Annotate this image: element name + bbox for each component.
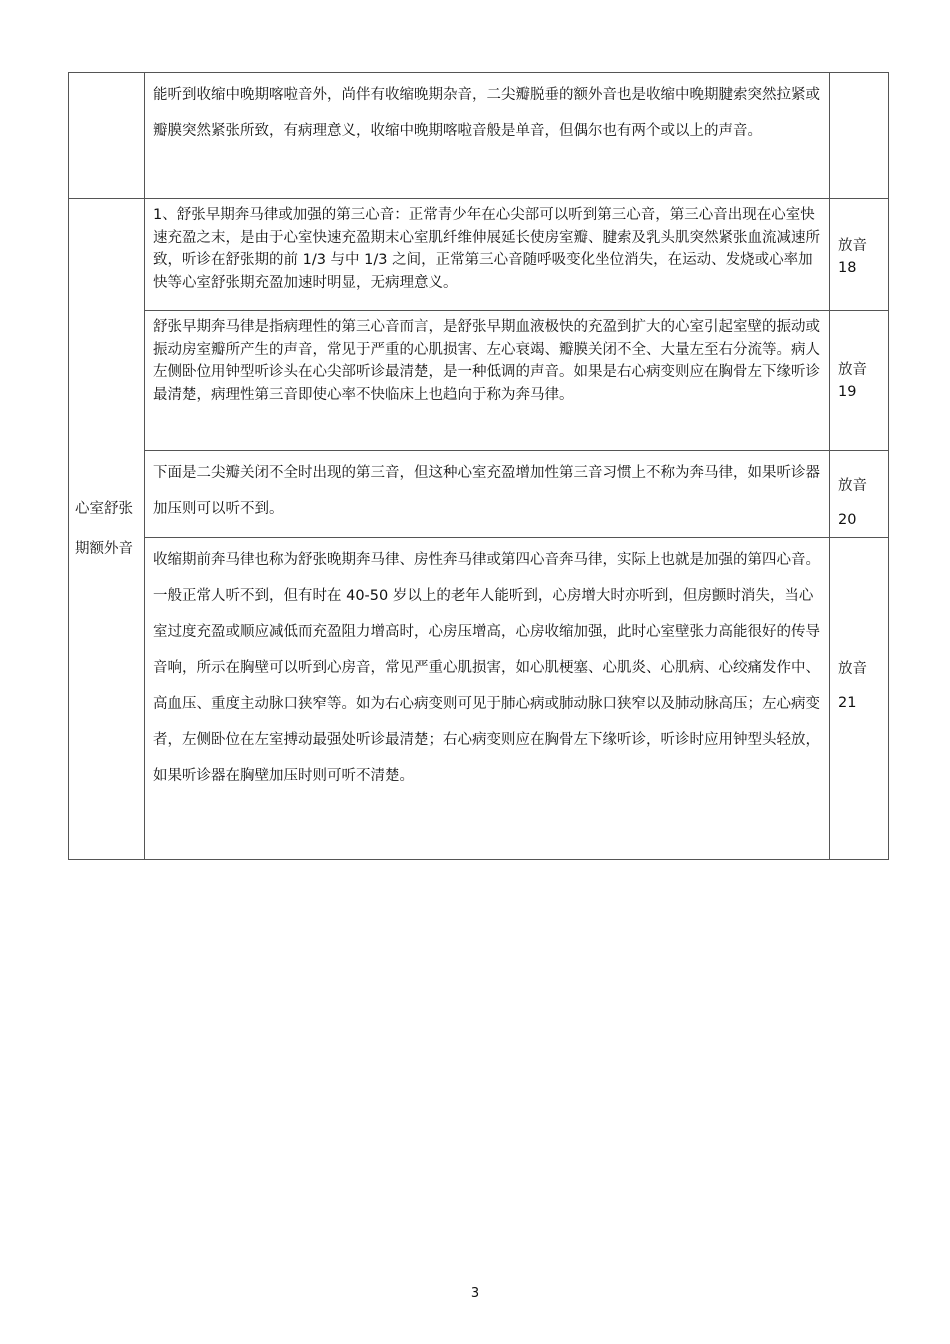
audio-tag-label: 放音 xyxy=(838,238,867,254)
description-text: 1、舒张早期奔马律或加强的第三心音：正常青少年在心尖部可以听到第三心音，第三心音出现在心室快速充盈之末，是由于心室快速充盈期末心室肌纤维伸展延长使房室瓣、腱索及乳头肌突然紧张血流减速所致，听诊在舒张期的前 1/3 与中 1/3 之间，正常第三心音随呼吸变化坐位消失，在运动、发烧或心率加快等心室舒张期充盈加速时明显，无病理意义。 xyxy=(153,207,820,291)
audio-tag-cell xyxy=(830,199,889,311)
table-row xyxy=(69,451,889,538)
description-text: 收缩期前奔马律也称为舒张晚期奔马律、房性奔马律或第四心音奔马律，实际上也就是加强的第四心音。一般正常人听不到，但有时在 40-50 岁以上的老年人能听到，心房增大时亦听到，但房颤时消失，当心室过度充盈或顺应减低而充盈阻力增高时，心房压增高，心房收缩加强，此时心室壁张力高能很好的传导音响，所示在胸壁可以听到心房音，常见严重心肌损害，如心肌梗塞、心肌炎、心肌病、心绞痛发作中、高血压、重度主动脉口狭窄等。如为右心病变则可见于肺心病或肺动脉口狭窄以及肺动脉高压；左心病变者，左侧卧位在左室搏动最强处听诊最清楚；右心病变则应在胸骨左下缘听诊，听诊时应用钟型头轻放，如果听诊器在胸壁加压时则可听不清楚。 xyxy=(153,552,820,784)
table-row xyxy=(69,199,889,311)
content-table xyxy=(68,72,889,860)
table-row xyxy=(69,73,889,199)
category-label-line1: 心室舒张 xyxy=(75,501,133,517)
category-cell-empty xyxy=(69,73,145,199)
description-cell xyxy=(145,73,830,199)
audio-tag-label: 放音 xyxy=(838,661,867,677)
audio-tag-cell xyxy=(830,311,889,451)
audio-tag-number: 18 xyxy=(838,260,857,276)
audio-tag-number: 21 xyxy=(838,695,857,711)
description-text: 能听到收缩中晚期喀啦音外，尚伴有收缩晚期杂音，二尖瓣脱垂的额外音也是收缩中晚期腱索突然拉紧或瓣膜突然紧张所致，有病理意义，收缩中晚期喀啦音般是单音，但偶尔也有两个或以上的声音。 xyxy=(153,87,820,139)
description-text: 下面是二尖瓣关闭不全时出现的第三音，但这种心室充盈增加性第三音习惯上不称为奔马律，如果听诊器加压则可以听不到。 xyxy=(153,465,820,517)
category-cell xyxy=(69,199,145,860)
description-cell xyxy=(145,199,830,311)
audio-tag-number: 20 xyxy=(838,512,857,528)
description-text: 舒张早期奔马律是指病理性的第三心音而言，是舒张早期血液极快的充盈到扩大的心室引起室壁的振动或振动房室瓣所产生的声音，常见于严重的心肌损害、左心衰竭、瓣膜关闭不全、大量左至右分流等。病人左侧卧位用钟型听诊头在心尖部听诊最清楚，是一种低调的声音。如果是右心病变则应在胸骨左下缘听诊最清楚，病理性第三音即使心率不快临床上也趋向于称为奔马律。 xyxy=(153,319,820,403)
category-label-line2: 期额外音 xyxy=(75,541,133,557)
audio-tag-cell xyxy=(830,538,889,860)
audio-tag-cell xyxy=(830,73,889,199)
audio-tag-label: 放音 xyxy=(838,478,867,494)
table-row xyxy=(69,538,889,860)
description-cell xyxy=(145,538,830,860)
audio-tag-label: 放音 xyxy=(838,362,867,378)
audio-tag-cell xyxy=(830,451,889,538)
audio-tag-number: 19 xyxy=(838,384,857,400)
description-cell xyxy=(145,451,830,538)
description-cell xyxy=(145,311,830,451)
table-row xyxy=(69,311,889,451)
page-number: 3 xyxy=(470,1286,480,1301)
